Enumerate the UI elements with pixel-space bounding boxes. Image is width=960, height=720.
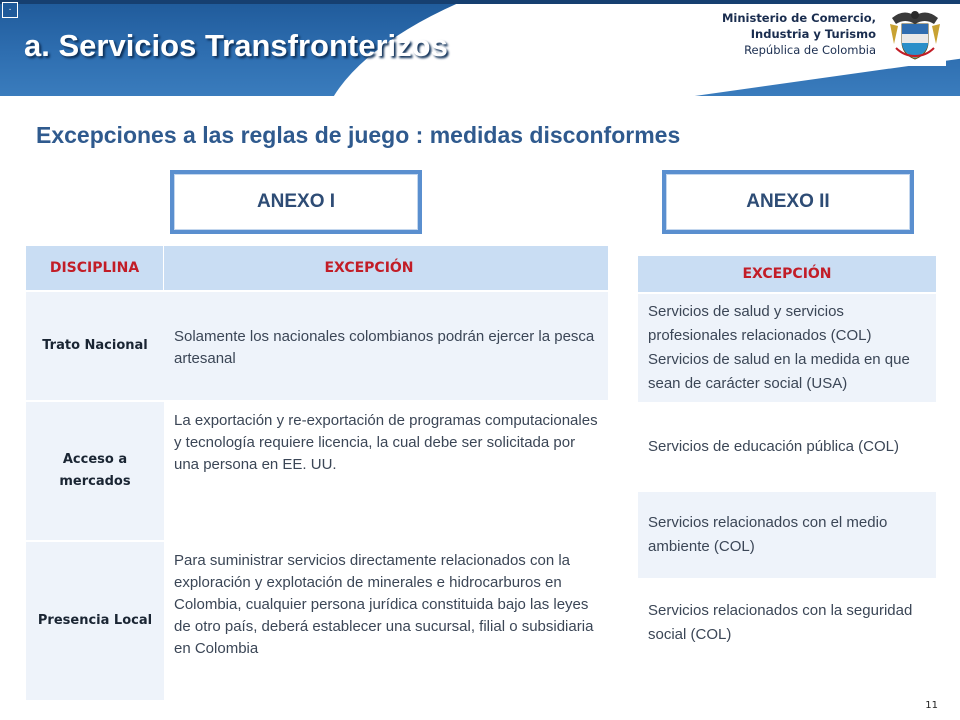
exception-cell: Solamente los nacionales colombianos podrán ejercer la pesca artesanal: [164, 292, 608, 400]
annex-1-table-header: [26, 246, 608, 290]
exception-cell: Servicios relacionados con la seguridad social (COL): [638, 578, 936, 666]
annex-1-box: [170, 170, 422, 234]
ministry-line-1: Ministerio de Comercio,: [721, 11, 876, 25]
annex-1-table: [26, 246, 608, 700]
exception-cell: Servicios de educación pública (COL): [638, 402, 936, 490]
page-number: 11: [925, 700, 938, 711]
ministry-line-2: Industria y Turismo: [750, 27, 876, 41]
annex-2-label: ANEXO II: [746, 191, 830, 212]
subtitle: Excepciones a las reglas de juego : medidas disconformes: [36, 122, 681, 148]
annex-2-table: [638, 256, 936, 666]
discipline-cell: Acceso a mercados: [26, 402, 164, 540]
exception-cell: La exportación y re-exportación de programas computacionales y tecnología requiere licencia, la cual debe ser solicitada por una persona en EE. UU.: [164, 402, 608, 540]
discipline-cell: Presencia Local: [26, 542, 164, 700]
exception-cell: Servicios relacionados con el medio ambiente (COL): [638, 490, 936, 578]
table-row: [26, 540, 608, 700]
table-row: [26, 400, 608, 540]
header-excepcion: EXCEPCIÓN: [324, 260, 414, 276]
annex-1-label: ANEXO I: [256, 191, 336, 212]
exception-cell: Servicios de salud y servicios profesionales relacionados (COL) Servicios de salud en la medida en que sean de carácter social (USA): [638, 292, 936, 402]
header-disciplina: DISCIPLINA: [26, 246, 164, 290]
annex-2-box: [662, 170, 914, 234]
slide-title: a. Servicios Transfronterizos: [24, 28, 448, 63]
annex-2-table-header: EXCEPCIÓN: [638, 256, 936, 292]
exception-cell: Para suministrar servicios directamente relacionados con la exploración y explotación de minerales e hidrocarburos en Colombia, cualquier persona jurídica constituida bajo las leyes de otro país, deberá establecer una sucursal, filial o subsidiaria en Colombia: [164, 542, 608, 700]
colombia-coat-of-arms-icon: [884, 4, 946, 66]
corner-marker: ·: [2, 2, 18, 18]
table-row: [26, 290, 608, 400]
ministry-line-3: República de Colombia: [744, 43, 876, 57]
header-top-strip: [0, 0, 960, 4]
discipline-cell: Trato Nacional: [26, 292, 164, 400]
ministry-block: [722, 10, 876, 58]
